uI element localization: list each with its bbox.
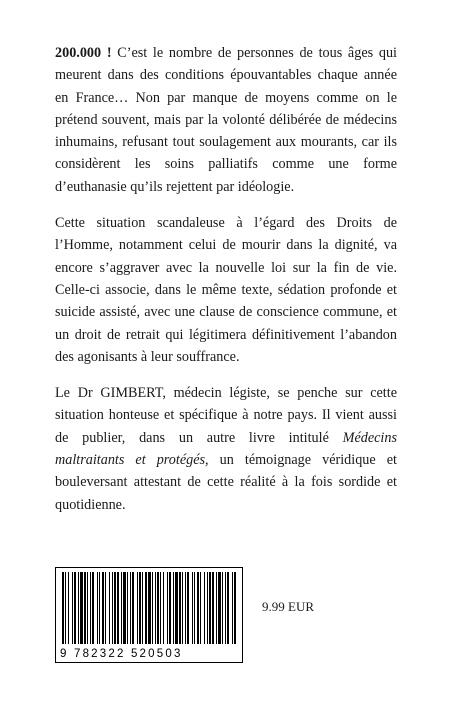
- barcode-bar: [185, 572, 186, 644]
- isbn-digits: 9 782322 520503: [60, 648, 183, 660]
- barcode-bar: [169, 572, 171, 644]
- barcode-bar: [212, 572, 214, 644]
- barcode-bar: [109, 572, 110, 644]
- barcode-bar: [234, 572, 236, 644]
- barcode-bar: [192, 572, 193, 644]
- barcode-bar: [187, 572, 189, 644]
- barcode-bar: [155, 572, 156, 644]
- barcode-bar: [127, 572, 128, 644]
- barcode-bar: [137, 572, 138, 644]
- barcode-bars: [60, 572, 238, 644]
- barcode-bar: [182, 572, 183, 644]
- barcode-bar: [78, 572, 79, 644]
- barcode-bar: [163, 572, 164, 644]
- blurb-paragraph-3-text-before: Le Dr GIMBERT, médecin légiste, se penche sur cette situation honteuse et spécifique à notre pays. Il vient aussi de publier, dans un autre livre intitulé: [55, 385, 397, 446]
- barcode-bar: [232, 572, 233, 644]
- barcode-bar: [209, 572, 211, 644]
- barcode-bar: [102, 572, 104, 644]
- barcode-bar: [130, 572, 131, 644]
- barcode-bar: [148, 572, 151, 644]
- related-book-title: Médecins maltraitants et protégés: [55, 429, 397, 469]
- barcode-bar: [117, 572, 119, 644]
- back-cover-text: [55, 42, 397, 530]
- blurb-lead-number: 200.000 !: [55, 45, 112, 61]
- barcode-bar: [207, 572, 208, 644]
- barcode-bar: [167, 572, 168, 644]
- barcode-bar: [139, 572, 141, 644]
- barcode-bar: [62, 572, 64, 644]
- barcode-bar: [160, 572, 161, 644]
- barcode-bar: [200, 572, 201, 644]
- blurb-paragraph-2: Cette situation scandaleuse à l’égard des Droits de l’Homme, notamment celui de mourir dans la dignité, va encore s’aggraver avec la nouvelle loi sur la fin de vie. Celle-ci associe, dans le même texte, sédation profonde et suicide assisté, avec une clause de conscience commune, et un droit de retrait qui légitimera définitivement l’abandon des agonisants à leur souffrance.: [55, 215, 397, 365]
- barcode-bar: [225, 572, 226, 644]
- price-label: 9.99 EUR: [262, 599, 314, 614]
- blurb-paragraph-3: [55, 382, 397, 516]
- barcode-bar: [105, 572, 106, 644]
- barcode-bar: [84, 572, 86, 644]
- barcode-bar: [132, 572, 134, 644]
- barcode-bar: [173, 572, 174, 644]
- barcode-bar: [157, 572, 159, 644]
- barcode-bar: [68, 572, 69, 644]
- barcode-bar: [92, 572, 94, 644]
- barcode-bar: [74, 572, 76, 644]
- barcode-bar: [90, 572, 91, 644]
- barcode-bar: [175, 572, 178, 644]
- barcode-bar: [121, 572, 122, 644]
- barcode-bar: [194, 572, 195, 644]
- barcode-bar: [99, 572, 100, 644]
- blurb-paragraph-1-text: C’est le nombre de personnes de tous âges qui meurent dans des conditions épouvantables chaque année en France… Non par manque de moyens comme on le prétend souvent, mais par la volonté délibérée de médecins inhumains, refusant tout soulagement aux mourants, car ils considèrent les soins palliatifs comme une forme d’euthanasie qu’ils rejettent par idéologie.: [55, 45, 397, 195]
- blurb-paragraph-3-text-after: , un témoignage véridique et bouleversant attestant de cette réalité à la fois sordide et quotidienne.: [55, 452, 397, 513]
- barcode-bar: [197, 572, 199, 644]
- barcode-bar: [218, 572, 221, 644]
- barcode-bar: [216, 572, 217, 644]
- barcode-bar: [65, 572, 66, 644]
- barcode-bar: [112, 572, 113, 644]
- barcode-bar: [179, 572, 181, 644]
- barcode-bar: [123, 572, 126, 644]
- barcode-bar: [97, 572, 98, 644]
- barcode-bar: [222, 572, 223, 644]
- barcode-bar: [145, 572, 147, 644]
- barcode-bar: [80, 572, 83, 644]
- barcode-bar: [204, 572, 205, 644]
- barcode-bar: [87, 572, 88, 644]
- blurb-paragraph-1: [55, 42, 397, 198]
- barcode-bar: [142, 572, 143, 644]
- barcode-bar: [114, 572, 116, 644]
- barcode-bar: [152, 572, 153, 644]
- barcode-bar: [72, 572, 73, 644]
- barcode-bar: [227, 572, 229, 644]
- isbn-barcode: [55, 567, 243, 663]
